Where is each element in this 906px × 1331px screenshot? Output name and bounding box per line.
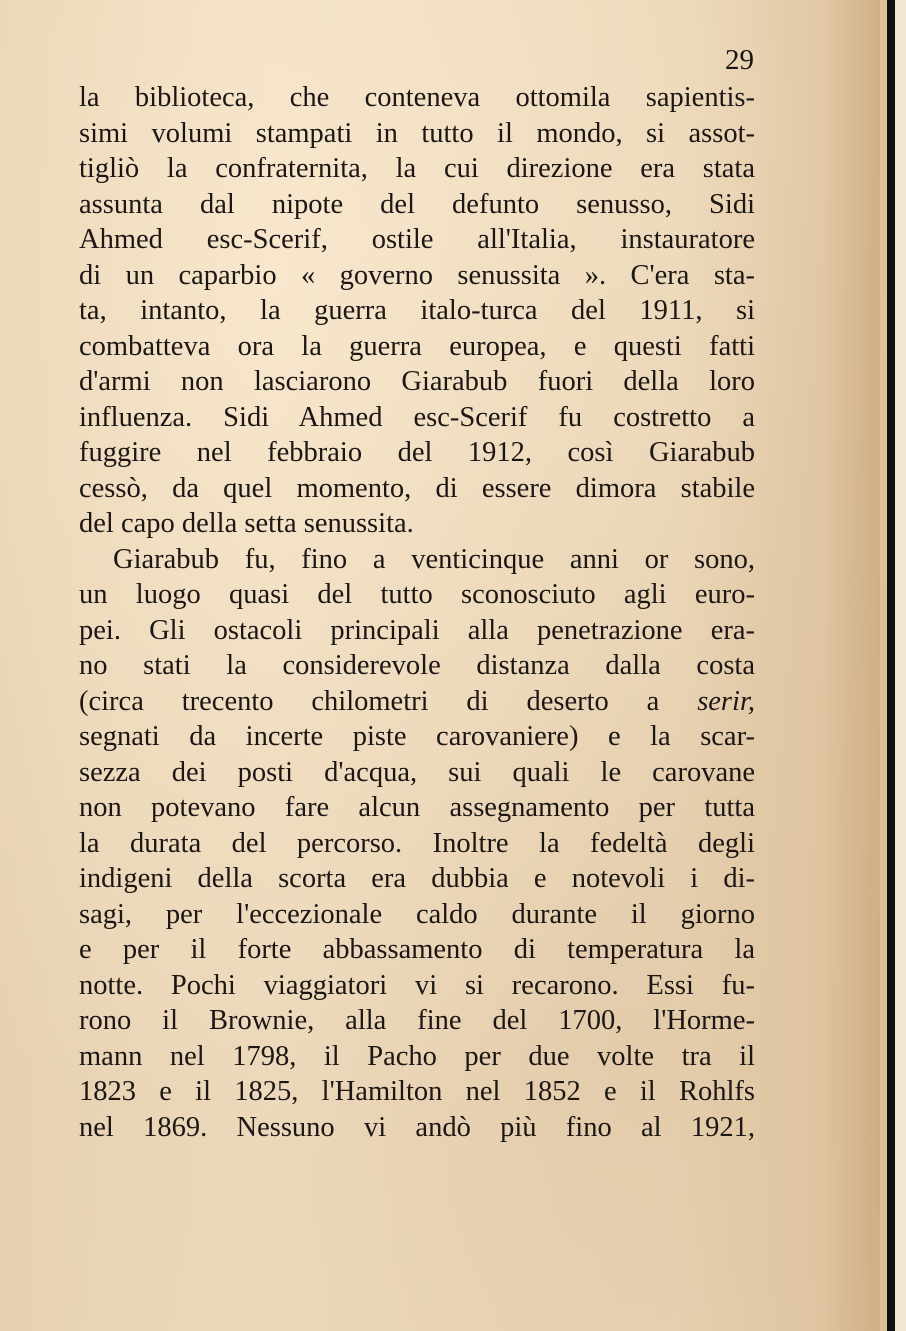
- text-line: non potevano fare alcun assegnamento per tutta: [79, 792, 755, 823]
- paragraph: [79, 80, 755, 542]
- text-line: mann nel 1798, il Pacho per due volte tra il: [79, 1040, 755, 1072]
- text-line: rono il Brownie, alla fine del 1700, l'Horme-: [79, 1005, 755, 1036]
- text-line: simi volumi stampati in tutto il mondo, si assot-: [79, 117, 755, 149]
- text-line: combatteva ora la guerra europea, e questi fatti: [79, 330, 755, 362]
- text-line: di un caparbio « governo senussita ». C'era sta-: [79, 259, 755, 291]
- text-line: notte. Pochi viaggiatori vi si recarono. Essi fu-: [79, 969, 755, 1001]
- text-line: del capo della setta senussita.: [79, 508, 414, 539]
- text-line: pei. Gli ostacoli principali alla penetrazione era-: [79, 614, 755, 646]
- text-line: no stati la considerevole distanza dalla costa: [79, 650, 755, 681]
- text-line: indigeni della scorta era dubbia e notevoli i di-: [79, 863, 755, 894]
- page-border: [895, 0, 906, 1331]
- page-gutter-shadow: [820, 0, 880, 1331]
- text-line: Ahmed esc-Scerif, ostile all'Italia, instauratore: [79, 224, 755, 255]
- text-line: cessò, da quel momento, di essere dimora stabile: [79, 472, 755, 504]
- text-line: tigliò la confraternita, la cui direzione era stata: [79, 153, 755, 184]
- paragraph: [79, 542, 755, 1146]
- page-spine-edge: [887, 0, 895, 1331]
- italic-term: serir,: [697, 685, 755, 717]
- text-line: d'armi non lasciarono Giarabub fuori della loro: [79, 366, 755, 397]
- text-line: la durata del percorso. Inoltre la fedeltà degli: [79, 827, 755, 859]
- text-line: un luogo quasi del tutto sconosciuto agli euro-: [79, 579, 755, 610]
- text-line: (circa trecento chilometri di deserto a serir,: [79, 685, 755, 717]
- text-line: sezza dei posti d'acqua, sui quali le carovane: [79, 756, 755, 788]
- text-line: ta, intanto, la guerra italo-turca del 1911, si: [79, 295, 755, 326]
- text-line: la biblioteca, che conteneva ottomila sapientis-: [79, 82, 755, 113]
- text-line: assunta dal nipote del defunto senusso, Sidi: [79, 188, 755, 220]
- text-line: fuggire nel febbraio del 1912, così Giarabub: [79, 437, 755, 468]
- text-line: 1823 e il 1825, l'Hamilton nel 1852 e il Rohlfs: [79, 1076, 755, 1107]
- text-line: e per il forte abbassamento di temperatura la: [79, 934, 755, 965]
- text-line: segnati da incerte piste carovaniere) e la scar-: [79, 721, 755, 752]
- text-line: influenza. Sidi Ahmed esc-Scerif fu costretto a: [79, 401, 755, 433]
- text-line: Giarabub fu, fino a venticinque anni or sono,: [113, 543, 755, 575]
- text-line: sagi, per l'eccezionale caldo durante il giorno: [79, 898, 755, 930]
- text-line: nel 1869. Nessuno vi andò più fino al 1921,: [79, 1111, 755, 1143]
- body-text: [79, 80, 755, 1145]
- page-number: 29: [725, 44, 754, 76]
